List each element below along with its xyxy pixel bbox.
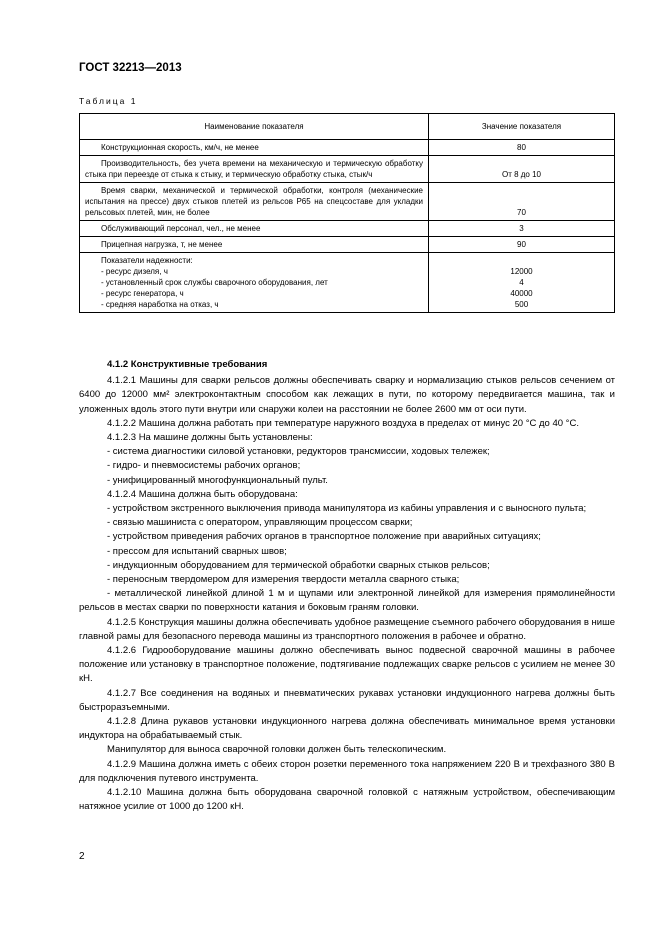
paragraph: 4.1.2.8 Длина рукавов установки индукционного нагрева должна обеспечивать минимальное время установки индуктора на обрабатываемый стык. <box>79 716 615 742</box>
reliability-item: - ресурс дизеля, ч <box>101 267 168 276</box>
list-item: - гидро- и пневмосистемы рабочих органов; <box>107 460 301 472</box>
paragraph: - устройством экстренного выключения привода манипулятора из кабины управления и с выносного пульта; <box>107 503 587 515</box>
paragraph: 4.1.2.9 Машина должна иметь с обеих сторон розетки переменного тока напряжением 220 В и трехфазного 380 В для подключения путевого инструмента. <box>79 758 615 784</box>
table-row <box>80 156 615 183</box>
section-body <box>79 358 615 815</box>
reliability-item: - ресурс генератора, ч <box>101 289 184 298</box>
row-name: Конструкционная скорость, км/ч, не менее <box>80 140 429 156</box>
table-row <box>80 183 615 221</box>
row-value: 70 <box>429 183 615 221</box>
paragraph: 4.1.2.6 Гидрооборудование машины должно обеспечивать вынос подвесной сварочной машины в рабочее положение или установку в транспортное положение, подтягивание подлежащих сварке рельсов с усилием не менее 30 кН. <box>79 645 615 685</box>
row-name: Прицепная нагрузка, т, не менее <box>80 237 429 253</box>
reliability-value: 500 <box>514 300 529 309</box>
list-item: - индукционным оборудованием для термической обработки сварных стыков рельсов; <box>107 559 490 571</box>
column-header-name: Наименование показателя <box>80 114 429 140</box>
table-header-row <box>80 114 615 140</box>
list-item: - прессом для испытаний сварных швов; <box>107 545 287 557</box>
reliability-value: 40000 <box>510 289 533 298</box>
specs-table <box>79 113 615 313</box>
table-caption: Таблица 1 <box>79 96 138 106</box>
row-name: Обслуживающий персонал, чел., не менее <box>80 221 429 237</box>
page-number: 2 <box>79 851 85 862</box>
paragraph: 4.1.2.2 Машина должна работать при температуре наружного воздуха в пределах от минус 20 °С до 40 °С. <box>107 417 579 429</box>
paragraph: - металлической линейкой длиной 1 м и щупами или электронной линейкой для измерения прямолинейности рельсов в местах сварки по поверхности катания и боковым граням головки. <box>79 588 615 614</box>
table-row <box>80 140 615 156</box>
reliability-item: - средняя наработка на отказ, ч <box>101 300 219 309</box>
row-name: Время сварки, механической и термической обработки, контроля (механические испытания на прессе) двух стыков плетей из рельсов Р65 на спецсоставе для укладки рельсовых плетей, мин, не более <box>80 183 429 221</box>
paragraph: 4.1.2.1 Машины для сварки рельсов должны обеспечивать сварку и нормализацию стыков рельсов сечением от 6400 до 12000 мм² электроконтактным способом как лежащих в пути, по которому передвигается машина, так и уложенных вдоль этого пути внутри или снаружи колеи на расстоянии не более 2600 мм от оси пути. <box>79 375 615 415</box>
list-item: - связью машиниста с оператором, управляющим процессом сварки; <box>107 517 413 529</box>
row-name: Производительность, без учета времени на механическую и термическую обработку стыка при переезде от стыка к стыку, и термическую обработку стыка, стык/ч <box>80 156 429 183</box>
table-row <box>80 237 615 253</box>
row-value: 80 <box>429 140 615 156</box>
list-item: - система диагностики силовой установки, редукторов трансмиссии, ходовых тележек; <box>107 446 490 458</box>
reliability-value: 4 <box>519 278 524 287</box>
list-item: - переносным твердомером для измерения твердости металла сварного стыка; <box>107 574 460 586</box>
paragraph: 4.1.2.10 Машина должна быть оборудована сварочной головкой с натяжным устройством, обеспечивающим натяжное усилие от 1000 до 1200 кН. <box>79 787 615 813</box>
reliability-names <box>80 253 429 313</box>
table-row-reliability <box>80 253 615 313</box>
list-item: - устройством приведения рабочих органов в транспортное положение при аварийных ситуациях; <box>107 531 541 543</box>
list-item: - унифицированный многофункциональный пульт. <box>107 474 328 486</box>
paragraph: Манипулятор для выноса сварочной головки должен быть телескопическим. <box>107 744 447 756</box>
column-header-value: Значение показателя <box>429 114 615 140</box>
table-row <box>80 221 615 237</box>
paragraph: 4.1.2.4 Машина должна быть оборудована: <box>107 488 298 500</box>
paragraph: 4.1.2.7 Все соединения на водяных и пневматических рукавах установки индукционного нагрева должны быть быстроразъемными. <box>79 687 615 713</box>
document-header: ГОСТ 32213—2013 <box>79 62 182 74</box>
reliability-title: Показатели надежности: <box>101 256 193 265</box>
row-value: От 8 до 10 <box>429 156 615 183</box>
row-value: 90 <box>429 237 615 253</box>
reliability-item: - установленный срок службы сварочного оборудования, лет <box>101 278 328 287</box>
row-value: 3 <box>429 221 615 237</box>
paragraph: 4.1.2.3 На машине должны быть установлены: <box>107 432 313 444</box>
reliability-values <box>429 253 615 313</box>
section-heading: 4.1.2 Конструктивные требования <box>107 359 268 370</box>
paragraph-list <box>79 374 615 814</box>
reliability-value: 12000 <box>510 267 533 276</box>
paragraph: 4.1.2.5 Конструкция машины должна обеспечивать удобное размещение съемного рабочего оборудования в нише главной рамы для безопасного перевода машины из транспортного положения в рабочее и обратно. <box>79 616 615 642</box>
